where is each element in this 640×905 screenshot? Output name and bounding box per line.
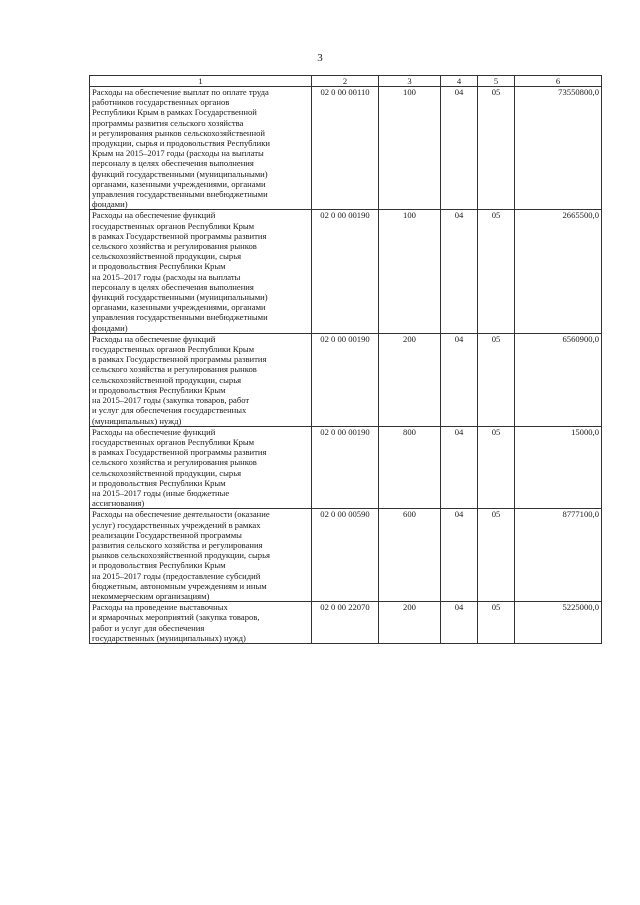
column-header-6: 6 (515, 76, 602, 87)
row-section: 04 (441, 87, 478, 210)
row-amount: 5225000,0 (515, 602, 602, 644)
row-description: Расходы на проведение выставочных и ярмарочных мероприятий (закупка товаров, работ и услуг для обеспечения государственных (муниципальных) нужд) (90, 602, 312, 644)
row-code: 02 0 00 00110 (312, 87, 379, 210)
row-subsection: 05 (478, 602, 515, 644)
header-row (90, 76, 602, 87)
budget-table (89, 75, 602, 644)
row-subsection: 05 (478, 333, 515, 426)
row-description: Расходы на обеспечение функций государственных органов Республики Крым в рамках Государственной программы развития сельского хозяйства и регулирования рынков сельскохозяйственной продукции, сырья и продовольствия Республики Крым на 2015–2017 годы (расходы на выплаты персоналу в целях обеспечения выполнения функций государственными (муниципальными) органами, казенными учреждениями, органами управления государственными внебюджетными фондами) (90, 210, 312, 333)
row-description: Расходы на обеспечение выплат по оплате труда работников государственных органов Республики Крым в рамках Государственной программы развития сельского хозяйства и регулирования рынков сельскохозяйственной продукции, сырья и продовольствия Республики Крым на 2015–2017 годы (расходы на выплаты персоналу в целях обеспечения выполнения функций государственными (муниципальными) органами, казенными учреждениями, органами управления государственными внебюджетными фондами) (90, 87, 312, 210)
page-number: 3 (317, 52, 323, 64)
row-subsection: 05 (478, 87, 515, 210)
row-amount: 73550800,0 (515, 87, 602, 210)
column-header-1: 1 (90, 76, 312, 87)
table-row (90, 602, 602, 644)
column-header-2: 2 (312, 76, 379, 87)
table-row (90, 426, 602, 509)
row-section: 04 (441, 602, 478, 644)
row-code: 02 0 00 00190 (312, 210, 379, 333)
row-expense-type: 600 (379, 509, 441, 602)
row-section: 04 (441, 210, 478, 333)
row-amount: 6560900,0 (515, 333, 602, 426)
column-header-4: 4 (441, 76, 478, 87)
table-row (90, 87, 602, 210)
row-description: Расходы на обеспечение функций государственных органов Республики Крым в рамках Государственной программы развития сельского хозяйства и регулирования рынков сельскохозяйственной продукции, сырья и продовольствия Республики Крым на 2015–2017 годы (закупка товаров, работ и услуг для обеспечения государственных (муниципальных) нужд) (90, 333, 312, 426)
row-code: 02 0 00 00190 (312, 333, 379, 426)
row-code: 02 0 00 00590 (312, 509, 379, 602)
row-expense-type: 100 (379, 87, 441, 210)
row-section: 04 (441, 509, 478, 602)
row-subsection: 05 (478, 210, 515, 333)
row-subsection: 05 (478, 426, 515, 509)
row-expense-type: 100 (379, 210, 441, 333)
column-header-5: 5 (478, 76, 515, 87)
row-amount: 15000,0 (515, 426, 602, 509)
row-description: Расходы на обеспечение деятельности (оказание услуг) государственных учреждений в рамках реализации Государственной программы развития сельского хозяйства и регулирования рынков сельскохозяйственной продукции, сырья и продовольствия Республики Крым на 2015–2017 годы (предоставление субсидий бюджетным, автономным учреждениям и иным некоммерческим организациям) (90, 509, 312, 602)
row-amount: 8777100,0 (515, 509, 602, 602)
row-code: 02 0 00 22070 (312, 602, 379, 644)
table-row (90, 333, 602, 426)
row-description: Расходы на обеспечение функций государственных органов Республики Крым в рамках Государственной программы развития сельского хозяйства и регулирования рынков сельскохозяйственной продукции, сырья и продовольствия Республики Крым на 2015–2017 годы (иные бюджетные ассигнования) (90, 426, 312, 509)
row-amount: 2665500,0 (515, 210, 602, 333)
row-section: 04 (441, 333, 478, 426)
column-header-3: 3 (379, 76, 441, 87)
row-section: 04 (441, 426, 478, 509)
row-code: 02 0 00 00190 (312, 426, 379, 509)
row-expense-type: 200 (379, 602, 441, 644)
table-row (90, 210, 602, 333)
row-expense-type: 800 (379, 426, 441, 509)
row-expense-type: 200 (379, 333, 441, 426)
row-subsection: 05 (478, 509, 515, 602)
table-row (90, 509, 602, 602)
